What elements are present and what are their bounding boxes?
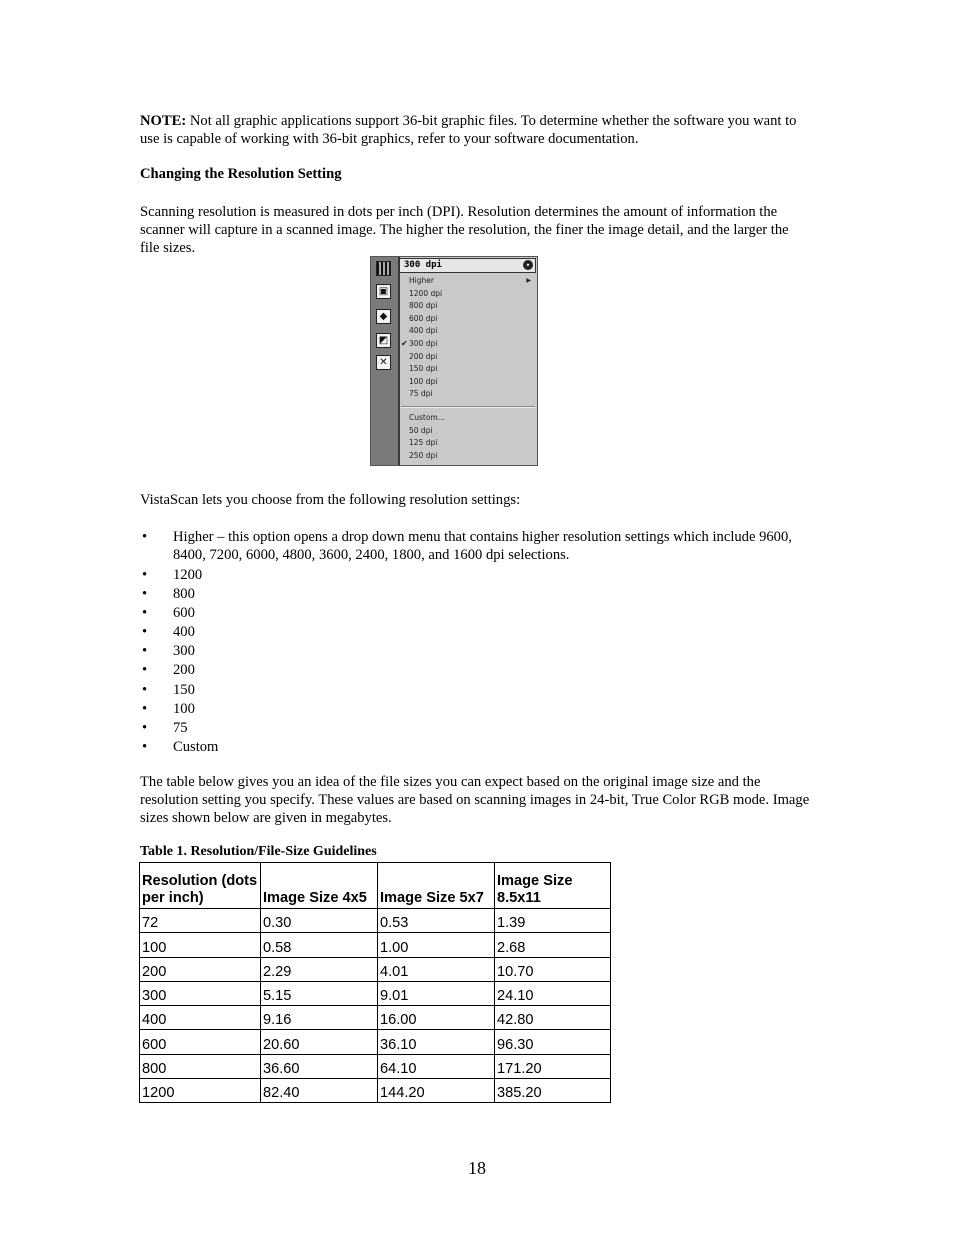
table-cell: 144.20 <box>378 1079 495 1103</box>
list-item: • 100 <box>140 700 810 718</box>
menu-item[interactable]: 100 dpi <box>409 376 438 386</box>
menu-item-higher[interactable]: Higher ▶ <box>401 275 535 288</box>
list-item: • 800 <box>140 585 810 603</box>
menu-item[interactable]: 250 dpi <box>409 450 438 460</box>
resolution-options-list <box>140 528 810 757</box>
table-header-row <box>140 863 611 909</box>
table-cell: 1.00 <box>378 933 495 957</box>
submenu-arrow-icon: ▶ <box>526 277 531 284</box>
table-cell: 36.10 <box>378 1030 495 1054</box>
table-cell: 1200 <box>140 1079 261 1103</box>
resolution-dropdown[interactable] <box>399 258 536 273</box>
table-row <box>140 957 611 981</box>
vistascan-intro: VistaScan lets you choose from the following resolution settings: <box>140 492 521 508</box>
menu-item[interactable]: 200 dpi <box>409 351 438 361</box>
table-cell: 2.29 <box>261 957 378 981</box>
table-cell: 600 <box>140 1030 261 1054</box>
resolution-dropdown-value: 300 dpi <box>404 260 442 270</box>
list-item: • 200 <box>140 661 810 679</box>
note-label: NOTE: <box>140 113 187 129</box>
close-box-icon: ✕ <box>376 355 391 370</box>
list-item: • 150 <box>140 681 810 699</box>
table-cell: 0.53 <box>378 909 495 933</box>
list-item: • Higher – this option opens a drop down menu that contains higher resolution settings which include 9600, 8400, 7200, 6000, 4800, 3600, 2400, 1800, and 1600 dpi selections. <box>140 528 810 564</box>
table-cell: 800 <box>140 1054 261 1078</box>
scale-icon: ◩ <box>376 333 391 348</box>
resolution-file-size-table <box>139 862 611 1103</box>
grid-icon <box>376 261 391 276</box>
menu-item[interactable]: 1200 dpi <box>409 288 443 298</box>
menu-separator <box>401 406 535 408</box>
table-cell: 20.60 <box>261 1030 378 1054</box>
table-row <box>140 1030 611 1054</box>
menu-item[interactable]: 400 dpi <box>409 326 438 336</box>
list-item: • 600 <box>140 604 810 622</box>
table-cell: 96.30 <box>495 1030 611 1054</box>
dropdown-arrow-icon: ▾ <box>523 260 533 270</box>
note-text: Not all graphic applications support 36-bit graphic files. To determine whether the software you want to use is capable of working with 36-bit graphics, refer to your software documentation. <box>140 113 797 147</box>
table-cell: 4.01 <box>378 957 495 981</box>
table-cell: 0.30 <box>261 909 378 933</box>
page-number: 18 <box>468 1158 486 1178</box>
menu-item[interactable]: 150 dpi <box>409 364 438 374</box>
menu-item[interactable]: 75 dpi <box>409 389 433 399</box>
table-row <box>140 1054 611 1078</box>
table-cell: 9.01 <box>378 981 495 1005</box>
column-header: Image Size 4x5 <box>261 863 378 909</box>
table-intro-paragraph: The table below gives you an idea of the file sizes you can expect based on the original image size and the resolution setting you specify. These values are based on scanning images in 24-bit, True Color RGB mode. Image sizes shown below are given in megabytes. <box>140 774 810 826</box>
table-cell: 200 <box>140 957 261 981</box>
menu-item[interactable]: 800 dpi <box>409 301 438 311</box>
table-row <box>140 1079 611 1103</box>
list-item: • 1200 <box>140 566 810 584</box>
menu-item[interactable]: 50 dpi <box>409 425 433 435</box>
column-header: Resolution (dots per inch) <box>140 863 261 909</box>
table-cell: 1.39 <box>495 909 611 933</box>
table-cell: 171.20 <box>495 1054 611 1078</box>
list-item: • 300 <box>140 642 810 660</box>
table-row <box>140 909 611 933</box>
table-cell: 100 <box>140 933 261 957</box>
table-cell: 72 <box>140 909 261 933</box>
table-cell: 0.58 <box>261 933 378 957</box>
note-paragraph <box>140 112 810 148</box>
menu-item-custom[interactable]: Custom... <box>409 412 445 422</box>
table-cell: 82.40 <box>261 1079 378 1103</box>
column-header: Image Size 8.5x11 <box>495 863 611 909</box>
table-cell: 16.00 <box>378 1006 495 1030</box>
table-row <box>140 981 611 1005</box>
table-row <box>140 1006 611 1030</box>
table-caption: Table 1. Resolution/File-Size Guidelines <box>140 844 377 859</box>
section-heading: Changing the Resolution Setting <box>140 166 342 182</box>
table-cell: 400 <box>140 1006 261 1030</box>
table-cell: 300 <box>140 981 261 1005</box>
table-cell: 2.68 <box>495 933 611 957</box>
intro-paragraph: Scanning resolution is measured in dots per inch (DPI). Resolution determines the amount of information the scanner will capture in a scanned image. The higher the resolution, the finer the image detail, and the larger the file sizes. <box>140 204 789 256</box>
list-item: • 400 <box>140 623 810 641</box>
table-cell: 64.10 <box>378 1054 495 1078</box>
table-row <box>140 933 611 957</box>
menu-item[interactable]: 600 dpi <box>409 313 438 323</box>
table-cell: 42.80 <box>495 1006 611 1030</box>
table-cell: 10.70 <box>495 957 611 981</box>
table-cell: 385.20 <box>495 1079 611 1103</box>
checkmark-icon: ✔ <box>401 338 408 348</box>
list-item: • 75 <box>140 719 810 737</box>
table-cell: 24.10 <box>495 981 611 1005</box>
resolution-menu-list <box>401 275 535 462</box>
table-cell: 36.60 <box>261 1054 378 1078</box>
column-header: Image Size 5x7 <box>378 863 495 909</box>
droplet-icon: ◆ <box>376 309 391 324</box>
table-cell: 5.15 <box>261 981 378 1005</box>
image-icon: ▣ <box>376 284 391 299</box>
menu-item-selected[interactable]: ✔ 300 dpi <box>401 338 535 351</box>
menu-item[interactable]: 125 dpi <box>409 438 438 448</box>
scanner-toolbar <box>371 257 400 465</box>
table-cell: 9.16 <box>261 1006 378 1030</box>
resolution-menu-screenshot <box>370 256 538 466</box>
list-item: • Custom <box>140 738 810 756</box>
